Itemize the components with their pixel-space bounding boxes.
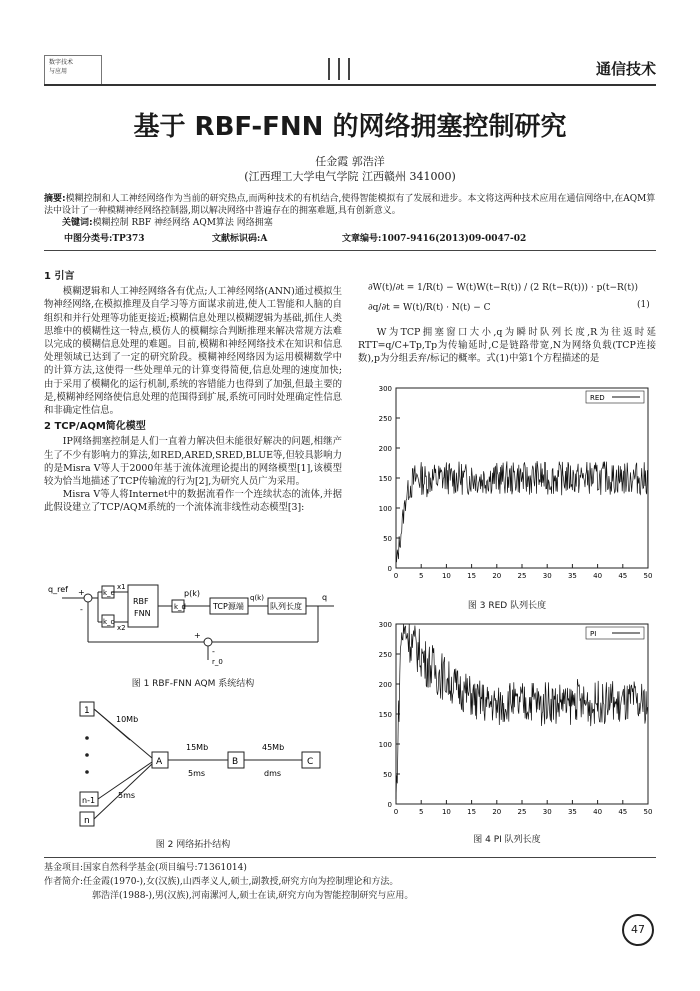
- equation-1: [368, 283, 658, 313]
- fig2-link-10mb: 10Mb: [116, 715, 139, 724]
- x-tick-label: 0: [393, 572, 399, 580]
- x-tick-label: 0: [393, 808, 399, 816]
- affiliation: (江西理工大学电气学院 江西赣州 341000): [244, 170, 456, 183]
- x-tick-label: 20: [492, 572, 502, 580]
- section-2-title: 2 TCP/AQM简化模型: [44, 421, 146, 433]
- section-2-body-2: Misra V等人将Internet中的数据流看作一个连续状态的流体,并据此假设建立了TCP/AQM系统的一个流体流非线性动态模型[3]:: [44, 489, 342, 514]
- fig1-qk: q(k): [250, 594, 264, 602]
- fig1-plus1: +: [78, 588, 85, 597]
- keywords-label: 关键词:: [62, 218, 93, 228]
- fig1-minus1: -: [80, 605, 83, 614]
- x-tick-label: 10: [441, 572, 451, 580]
- fig1-kc: k_c: [103, 618, 115, 626]
- figure-3-chart: [360, 382, 656, 587]
- figure-2-diagram: [70, 700, 340, 830]
- fig1-x2: x2: [117, 624, 126, 632]
- series-line-pi: [396, 624, 647, 799]
- fig2-node-n-1: n-1: [82, 796, 96, 805]
- x-tick-label: 10: [441, 808, 451, 816]
- section-2-body-1: IP网络拥塞控制是人们一直着力解决但未能很好解决的问题,相继产生了不少有影响力的算法,如RED,ARED,SRED,BLUE等,但较具影响力的是Misra V等人于2000年基于流体流理论提出的网络模型[1],该模型较为恰当地描述了TCP传输流的行为[2],为研究人员广为采用。: [44, 436, 342, 488]
- fig1-tcp-source: TCP源端: [213, 602, 244, 611]
- figure-2-caption: 图 2 网络拓扑结构: [155, 840, 231, 850]
- y-tick-label: 50: [383, 771, 392, 779]
- logo-line-1: 数字技术: [49, 59, 74, 66]
- fig1-qref: q_ref: [48, 585, 68, 594]
- y-tick-label: 100: [378, 741, 392, 749]
- fig2-node-n: n: [84, 816, 90, 826]
- page-number: 47: [622, 914, 654, 946]
- figure-3-caption: 图 3 RED 队列长度: [467, 601, 547, 611]
- figure-4-caption: 图 4 PI 队列长度: [473, 835, 541, 845]
- y-tick-label: 250: [378, 651, 392, 659]
- x-tick-label: 5: [418, 572, 424, 580]
- x-tick-label: 45: [618, 572, 628, 580]
- legend-label: PI: [590, 630, 597, 638]
- equation-line-1: ∂W(t)/∂t = 1/R(t) − W(t)W(t−R(t)) / (2 R(t−R(t))) · p(t−R(t)): [368, 283, 638, 293]
- x-tick-label: 5: [418, 808, 424, 816]
- equation-number: (1): [637, 300, 650, 310]
- fig1-r0: r_0: [212, 658, 223, 666]
- y-tick-label: 300: [378, 621, 392, 629]
- fig2-node-c: C: [307, 757, 314, 767]
- y-tick-label: 100: [378, 505, 392, 513]
- x-tick-label: 30: [542, 572, 552, 580]
- section-1-body: 模糊逻辑和人工神经网络各有优点;人工神经网络(ANN)通过模拟生物神经网络,在模拟推理及自学习等方面谋求前进,使人工智能和人脑的自组织和并行处理等功能更接近;模糊信息处理以模糊逻辑为基础,抓住人类思维中的模糊性这一特点,模仿人的模糊综合判断推理来解决常规方法难以完成的模糊信息处理的难题。目前,模糊和神经网络技术在知识和信息处理领域已达到了一定的研究阶段。模糊神经网络因为运用模糊数学中的计算方法,这使得一些处理单元的计算变得简便,信息处理的速度加快;由于采用了模糊化的运行机制,系统的容错能力也得到了加强,但最主要的是,模糊神经网络使信息处理的范围得到扩展,系统可同时处理确定性信息和非确定性信息。: [44, 286, 342, 417]
- authors: 任金霞 郭浩洋: [315, 155, 385, 168]
- clc-code: 中图分类号:TP373: [64, 234, 145, 244]
- fig2-node-a: A: [156, 757, 163, 767]
- author-note-1: 作者简介:任金霞(1970-),女(汉族),山西孝义人,硕士,副教授,研究方向为控制理论和方法。: [44, 877, 399, 887]
- x-tick-label: 35: [567, 808, 577, 816]
- fig2-link-5ms: 5ms: [118, 791, 136, 800]
- header-bars: [328, 58, 368, 80]
- x-tick-label: 45: [618, 808, 628, 816]
- series-line-red: [396, 461, 647, 563]
- section-1-title: 1 引言: [44, 271, 75, 282]
- y-tick-label: 200: [378, 681, 392, 689]
- fund-note: 基金项目:国家自然科学基金(项目编号:71361014): [44, 863, 247, 873]
- y-tick-label: 250: [378, 415, 392, 423]
- fig2-node-1: 1: [84, 706, 90, 716]
- y-tick-label: 0: [387, 565, 392, 573]
- footnote-rule: [44, 857, 656, 858]
- y-tick-label: 300: [378, 385, 392, 393]
- fig2-link-dms: dms: [264, 769, 282, 778]
- fig1-ke: k_e: [103, 589, 115, 597]
- article-number: 文章编号:1007-9416(2013)09-0047-02: [342, 234, 527, 244]
- fig1-q: q: [322, 593, 328, 602]
- doc-code: 文献标识码:A: [212, 234, 268, 244]
- x-tick-label: 30: [542, 808, 552, 816]
- y-tick-label: 150: [378, 475, 392, 483]
- fig2-node-b: B: [232, 757, 239, 767]
- y-tick-label: 200: [378, 445, 392, 453]
- y-tick-label: 150: [378, 711, 392, 719]
- x-tick-label: 20: [492, 808, 502, 816]
- fig1-minus2: -: [212, 647, 215, 656]
- section-label: 通信技术: [595, 60, 656, 78]
- x-tick-label: 15: [467, 808, 477, 816]
- x-tick-label: 40: [593, 808, 603, 816]
- figure-1-diagram: [44, 580, 344, 670]
- header-rule: [44, 84, 656, 86]
- x-tick-label: 25: [517, 808, 527, 816]
- keywords-text: 模糊控制 RBF 神经网络 AQM算法 网络拥塞: [92, 218, 273, 228]
- fig1-plus2: +: [194, 631, 201, 640]
- x-tick-label: 25: [517, 572, 527, 580]
- fig2-link-5ms-ab: 5ms: [188, 769, 206, 778]
- x-tick-label: 35: [567, 572, 577, 580]
- fig1-x1: x1: [117, 583, 126, 591]
- x-tick-label: 15: [467, 572, 477, 580]
- logo-line-2: 与应用: [49, 68, 68, 75]
- x-tick-label: 50: [643, 572, 653, 580]
- fig2-link-15mb: 15Mb: [186, 743, 209, 752]
- left-column: [44, 270, 342, 515]
- meta-line: [64, 231, 654, 243]
- abstract-label: 摘要:: [44, 194, 66, 204]
- right-paragraph: W为TCP拥塞窗口大小,q为瞬时队列长度,R为往返时延RTT=q/C+Tp,Tp为传输延时,C是链路带宽,N为网络负载(TCP连接数),p为分组丢弃/标记的概率。式(1)中第1个方程描述的是: [358, 327, 656, 365]
- author-note-2: 郭浩洋(1988-),男(汉族),河南漯河人,硕士在读,研究方向为智能控制研究与应用。: [92, 891, 414, 901]
- y-tick-label: 50: [383, 535, 392, 543]
- fig1-queue: 队列长度: [270, 602, 302, 611]
- fig1-pk: p(k): [184, 589, 200, 598]
- abstract-divider: [44, 250, 656, 251]
- fig1-rbf: RBF: [133, 597, 149, 606]
- abstract-text: 模糊控制和人工神经网络作为当前的研究热点,而两种技术的有机结合,使得智能模拟有了发展和进步。本文将这两种技术应用在通信网络中,在AQM算法中设计了一种模糊神经网络控制器,期以解决网络中普遍存在的拥塞难题,具有创新意义。: [44, 194, 656, 216]
- fig1-kd: k_d: [174, 603, 186, 611]
- paper-title: 基于 RBF-FNN 的网络拥塞控制研究: [133, 112, 567, 142]
- figure-4-chart: [360, 618, 656, 823]
- legend-label: RED: [590, 394, 605, 402]
- figure-1-caption: 图 1 RBF-FNN AQM 系统结构: [131, 679, 255, 689]
- journal-logo: [44, 55, 102, 85]
- abstract: [44, 193, 656, 229]
- y-tick-label: 0: [387, 801, 392, 809]
- x-tick-label: 50: [643, 808, 653, 816]
- equation-line-2: ∂q/∂t = W(t)/R(t) · N(t) − C: [368, 303, 491, 313]
- x-tick-label: 40: [593, 572, 603, 580]
- fig1-fnn: FNN: [134, 609, 151, 618]
- fig2-link-45mb: 45Mb: [262, 743, 285, 752]
